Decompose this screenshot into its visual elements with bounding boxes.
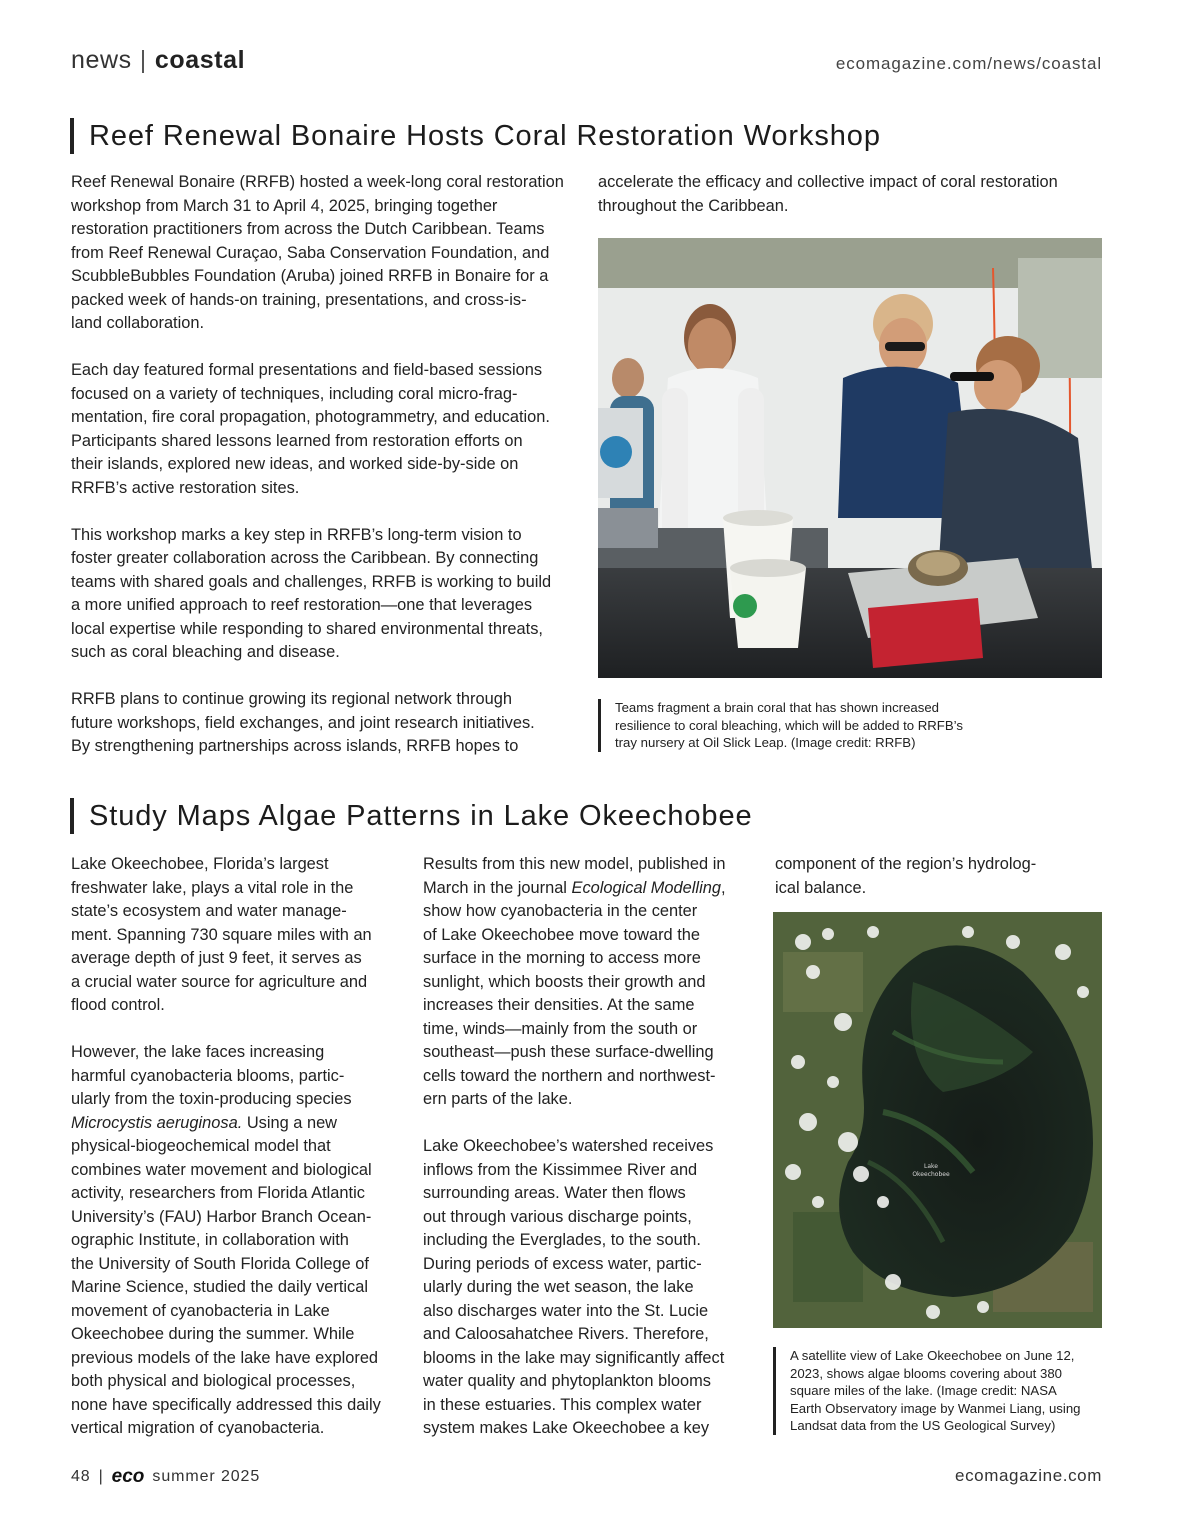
text-line: By strengthening partnerships across islands, RRFB hopes to — [71, 737, 519, 755]
text-line: Participants shared lessons learned from restoration efforts on — [71, 431, 523, 450]
text-line: 2023, shows algae blooms covering about 380 — [790, 1365, 1062, 1381]
text-line: and Caloosahatchee Rivers. Therefore, — [423, 1325, 709, 1343]
text-line: ical balance. — [775, 878, 867, 897]
paragraph — [71, 853, 403, 1018]
magazine-logo: eco — [111, 1466, 145, 1487]
text-line: Teams fragment a brain coral that has shown increased — [615, 700, 939, 715]
text-line: water quality and phytoplankton blooms — [423, 1372, 711, 1390]
text-line: component of the region’s hydrolog- — [775, 855, 1037, 873]
text-line: Earth Observatory image by Wanmei Liang, using — [790, 1400, 1081, 1416]
text-line: a more unified approach to reef restoration—one that leverages — [71, 596, 533, 614]
text-line: physical-biogeochemical model that — [71, 1137, 331, 1155]
text-line: future workshops, field exchanges, and joint research initiatives. — [71, 713, 535, 732]
article1-column2 — [598, 171, 1103, 218]
text-line: from Reef Renewal Curaçao, Saba Conservation Foundation, and — [71, 243, 550, 262]
text-line: restoration practitioners from across the Dutch Caribbean. Teams — [71, 220, 545, 238]
text-line: inflows from the Kissimmee River and — [423, 1160, 698, 1179]
text-line: their islands, explored new ideas, and worked side-by-side on — [71, 455, 519, 473]
text-line: average depth of just 9 feet, it serves as — [71, 949, 362, 967]
text-line: a crucial water source for agriculture and — [71, 972, 368, 991]
article2-title: Study Maps Algae Patterns in Lake Okeechobee — [70, 798, 753, 834]
text-line: Landsat data from the US Geological Survey) — [790, 1418, 1056, 1433]
paragraph — [71, 688, 581, 759]
text-line: vertical migration of cyanobacteria. — [71, 1419, 325, 1437]
lake-okeechobee-satellite-image — [773, 912, 1102, 1328]
text-line: ularly during the wet season, the lake — [423, 1278, 694, 1296]
header-url: ecomagazine.com/news/coastal — [835, 54, 1102, 73]
text-line: square miles of the lake. (Image credit: NASA — [790, 1383, 1057, 1398]
text-line: out through various discharge points, — [423, 1207, 692, 1226]
text-line: packed week of hands-on training, presentations, and cross-is- — [71, 290, 527, 309]
text-line: Results from this new model, published in — [423, 855, 726, 873]
text-line: During periods of excess water, partic- — [423, 1254, 702, 1273]
text-line: ment. Spanning 730 square miles with an — [71, 925, 372, 944]
paragraph — [71, 171, 581, 336]
text-line: flood control. — [71, 996, 165, 1014]
issue-label: summer 2025 — [152, 1468, 261, 1485]
text-line: in these estuaries. This complex water — [423, 1395, 702, 1414]
paragraph — [423, 1135, 755, 1441]
article1-column1 — [71, 171, 581, 759]
text-line: RRFB’s active restoration sites. — [71, 478, 300, 497]
text-line: time, winds—mainly from the south or — [423, 1019, 698, 1038]
text-line: This workshop marks a key step in RRFB’s long-term vision to — [71, 525, 522, 544]
text-line: activity, researchers from Florida Atlantic — [71, 1184, 365, 1202]
text-line: state’s ecosystem and water manage- — [71, 902, 347, 920]
text-line: ern parts of the lake. — [423, 1090, 573, 1108]
text-line: Lake Okeechobee, Florida’s largest — [71, 855, 329, 873]
paragraph — [423, 853, 755, 1112]
text-line: previous models of the lake have explored — [71, 1348, 379, 1367]
text-line: the University of South Florida College of — [71, 1254, 369, 1273]
text-line: ographic Institute, in collaboration with — [71, 1231, 349, 1249]
text-line: ScubbleBubbles Foundation (Aruba) joined RRFB in Bonaire for a — [71, 267, 549, 285]
article1-caption — [598, 699, 1015, 752]
text-line: accelerate the efficacy and collective impact of coral restoration — [598, 173, 1058, 191]
text-line: surrounding areas. Water then flows — [423, 1184, 686, 1202]
text-line: throughout the Caribbean. — [598, 196, 789, 215]
text-line: However, the lake faces increasing — [71, 1043, 325, 1061]
text-line: increases their densities. At the same — [423, 996, 695, 1014]
text-line: focused on a variety of techniques, including coral micro-frag- — [71, 384, 518, 403]
text-line: freshwater lake, plays a vital role in the — [71, 878, 354, 897]
text-line: southeast—push these surface-dwelling — [423, 1043, 714, 1061]
text-line: workshop from March 31 to April 4, 2025, bringing together — [71, 196, 498, 215]
text-line: tray nursery at Oil Slick Leap. (Image credit: RRFB) — [615, 735, 916, 750]
section-label: news — [71, 46, 132, 74]
page-number: 48 — [71, 1468, 91, 1485]
text-line: Lake Okeechobee’s watershed receives — [423, 1137, 714, 1155]
text-line: Each day featured formal presentations and field-based sessions — [71, 361, 543, 379]
text-line: combines water movement and biological — [71, 1160, 372, 1179]
text-line: movement of cyanobacteria in Lake — [71, 1301, 330, 1320]
text-line: University’s (FAU) Harbor Branch Ocean- — [71, 1207, 372, 1226]
footer-site: ecomagazine.com — [955, 1466, 1102, 1485]
article2-column1 — [71, 853, 403, 1441]
text-line: land collaboration. — [71, 314, 205, 332]
text-line: none have specifically addressed this daily — [71, 1395, 381, 1414]
paragraph — [71, 359, 581, 500]
text-line: Okeechobee during the summer. While — [71, 1325, 355, 1343]
text-line: local expertise while responding to shared environmental threats, — [71, 619, 543, 638]
text-line: ularly from the toxin-producing species — [71, 1090, 352, 1108]
breadcrumb-separator: | — [139, 46, 147, 74]
article2-column2 — [423, 853, 755, 1441]
text-line: cells toward the northern and northwest- — [423, 1066, 716, 1085]
text-line: mentation, fire coral propagation, photogrammetry, and education. — [71, 408, 550, 426]
paragraph — [71, 524, 581, 665]
text-line: March in the journal Ecological Modelling, — [423, 878, 726, 897]
text-line: blooms in the lake may significantly affect — [423, 1348, 725, 1367]
article2-column3 — [775, 853, 1105, 900]
text-line: Microcystis aeruginosa. Using a new — [71, 1113, 338, 1132]
article2-caption — [773, 1347, 1108, 1435]
text-line: sunlight, which boosts their growth and — [423, 972, 706, 991]
text-line: also discharges water into the St. Lucie — [423, 1301, 709, 1320]
text-line: foster greater collaboration across the Caribbean. By connecting — [71, 549, 539, 567]
text-line: Reef Renewal Bonaire (RRFB) hosted a week-long coral restoration — [71, 173, 564, 191]
text-line: both physical and biological processes, — [71, 1372, 356, 1390]
text-line: show how cyanobacteria in the center — [423, 902, 698, 920]
coral-workshop-photo — [598, 238, 1102, 678]
text-line: harmful cyanobacteria blooms, partic- — [71, 1066, 345, 1085]
text-line: Marine Science, studied the daily vertical — [71, 1278, 369, 1296]
section-breadcrumb — [71, 46, 245, 75]
text-line: such as coral bleaching and disease. — [71, 643, 340, 661]
text-line: resilience to coral bleaching, which will be added to RRFB’s — [615, 717, 963, 733]
text-line: surface in the morning to access more — [423, 949, 701, 967]
text-line: of Lake Okeechobee move toward the — [423, 925, 700, 944]
footer-separator: | — [98, 1468, 104, 1485]
map-label-line1: Lake — [924, 1163, 938, 1170]
map-label-line2: Okeechobee — [912, 1171, 950, 1178]
text-line: including the Everglades, to the south. — [423, 1231, 701, 1249]
article1-title: Reef Renewal Bonaire Hosts Coral Restoration Workshop — [70, 118, 881, 154]
text-line: A satellite view of Lake Okeechobee on June 12, — [790, 1348, 1075, 1363]
footer-page-info — [71, 1466, 260, 1488]
paragraph — [71, 1041, 403, 1441]
subsection-label: coastal — [154, 46, 246, 74]
text-line: system makes Lake Okeechobee a key — [423, 1419, 710, 1437]
text-line: RRFB plans to continue growing its regional network through — [71, 690, 512, 708]
text-line: teams with shared goals and challenges, RRFB is working to build — [71, 572, 552, 591]
